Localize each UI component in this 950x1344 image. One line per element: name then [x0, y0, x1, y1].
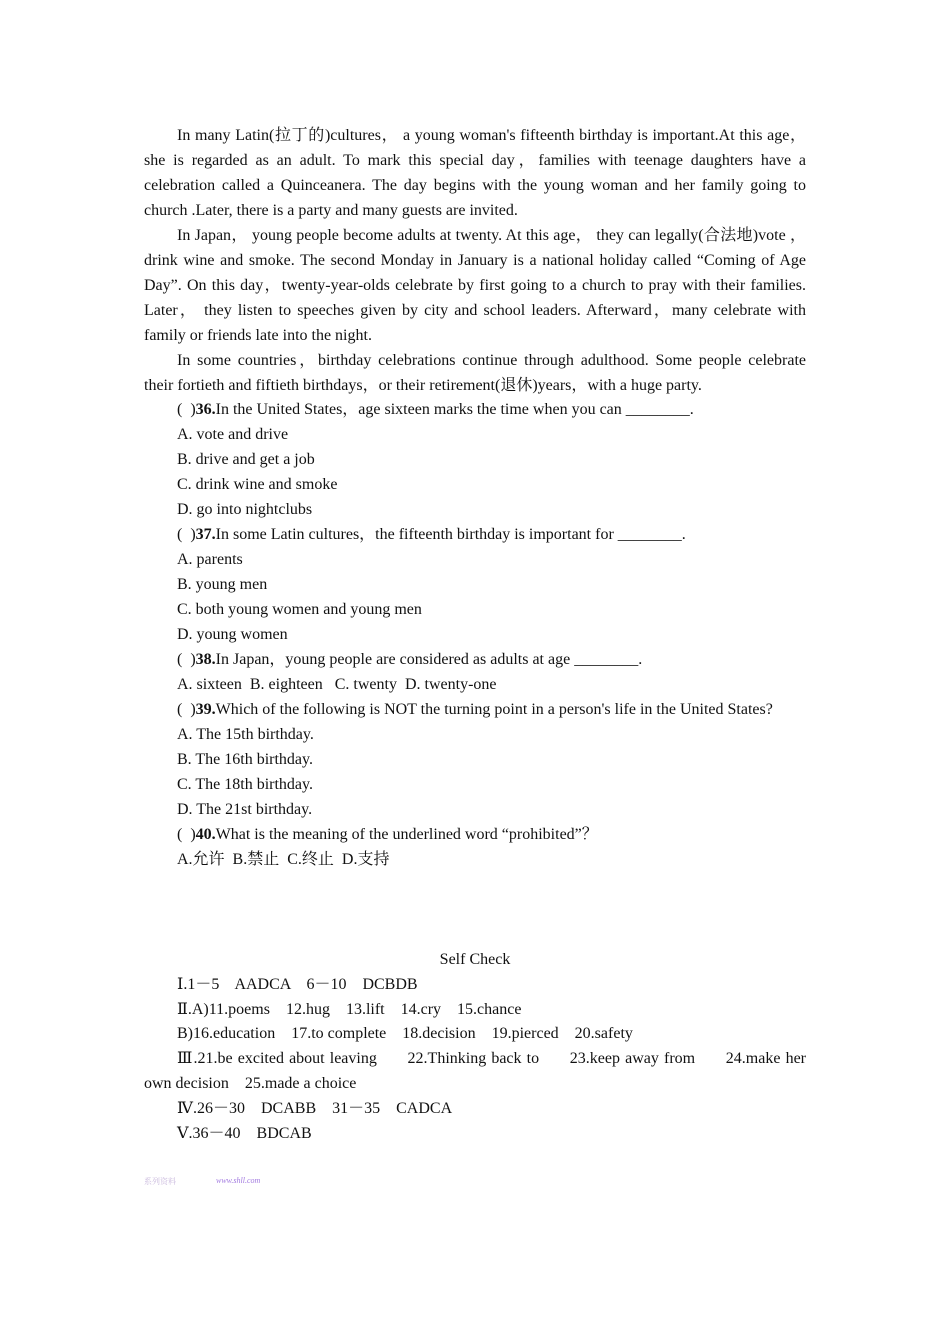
question-stem [144, 648, 806, 673]
answer-blank: ( ) [177, 526, 196, 544]
question-number: 38. [195, 651, 216, 669]
answer-option: B. young men [177, 576, 268, 594]
question-number: 36. [195, 401, 216, 419]
question-text: In the United States，age sixteen marks the time when you can ________. [215, 401, 694, 419]
answer-option: D. go into nightclubs [177, 501, 313, 519]
questions-section [144, 398, 806, 872]
question-text: In some Latin cultures，the fifteenth birthday is important for ________. [215, 526, 686, 544]
answer-option: C. drink wine and smoke [177, 476, 338, 494]
question-number: 37. [195, 526, 216, 544]
answer-option: C. The 18th birthday. [177, 775, 313, 793]
answer-line: Ⅰ.1－5 AADCA 6－10 DCBDB [177, 975, 418, 993]
answer-line: Ⅱ.A)11.poems 12.hug 13.lift 14.cry 15.chance [177, 1000, 522, 1018]
footer-brand: 系列资料 [144, 1177, 176, 1186]
answer-blank: ( ) [177, 401, 196, 419]
footer-watermark [144, 1176, 261, 1187]
answer-blank: ( ) [177, 825, 196, 843]
answer-option: D. The 21st birthday. [177, 800, 313, 818]
answer-option: B. The 16th birthday. [177, 750, 313, 768]
answer-option: A. vote and drive [177, 426, 289, 444]
question-stem [144, 823, 806, 848]
answer-blank: ( ) [177, 651, 196, 669]
question-text: What is the meaning of the underlined word “prohibited”？ [215, 825, 598, 843]
answer-option: C. both young women and young men [177, 601, 422, 619]
document-page [144, 124, 810, 1147]
footer-url: www.shll.com [216, 1176, 261, 1185]
question-text: In Japan，young people are considered as adults at age ________. [215, 651, 643, 669]
question-number: 39. [195, 700, 216, 718]
answer-option: A. sixteen B. eighteen C. twenty D. twenty-one [177, 675, 497, 693]
answer-option: A. The 15th birthday. [177, 725, 314, 743]
question-stem [144, 398, 806, 423]
passage-paragraph: In Japan， young people become adults at twenty. At this age， they can legally(合法地)vote ， drink wine and smoke. The second Monday in January is a national holiday called “Coming of Age Day”. On this day，twenty-year-olds celebrate by first going to a church to pray with their families. Later， they listen to speeches given by city and school leaders. Afterward，many celebrate with family or friends late into the night. [144, 226, 806, 344]
answer-line: Ⅴ.36－40 BDCAB [177, 1125, 312, 1143]
self-check-title: Self Check [439, 950, 511, 968]
answer-line: Ⅳ.26－30 DCABB 31－35 CADCA [177, 1100, 453, 1118]
answer-line: B)16.education 17.to complete 18.decision 19.pierced 20.safety [177, 1025, 633, 1043]
question-number: 40. [195, 825, 216, 843]
answer-option: A.允许 B.禁止 C.终止 D.支持 [177, 850, 390, 868]
answer-blank: ( ) [177, 700, 196, 718]
answer-option: D. young women [177, 626, 288, 644]
passage-paragraph: In many Latin(拉丁的)cultures， a young woman's fifteenth birthday is important.At this age，she is regarded as an adult. To mark this special day，families with teenage daughters have a celebration called a Quinceanera. The day begins with the young woman and her family going to church .Later, there is a party and many guests are invited. [144, 127, 806, 219]
answer-option: B. drive and get a job [177, 451, 315, 469]
answer-line: Ⅲ.21.be excited about leaving 22.Thinking back to 23.keep away from 24.make her own decision 25.made a choice [144, 1050, 810, 1093]
question-text: Which of the following is NOT the turning point in a person's life in the United States? [215, 700, 773, 718]
answer-option: A. parents [177, 551, 243, 569]
passage-paragraph: In some countries，birthday celebrations continue through adulthood. Some people celebrate their fortieth and fiftieth birthdays，or their retirement(退休)years，with a huge party. [144, 351, 806, 394]
question-stem [144, 523, 806, 548]
question-stem [144, 698, 806, 723]
